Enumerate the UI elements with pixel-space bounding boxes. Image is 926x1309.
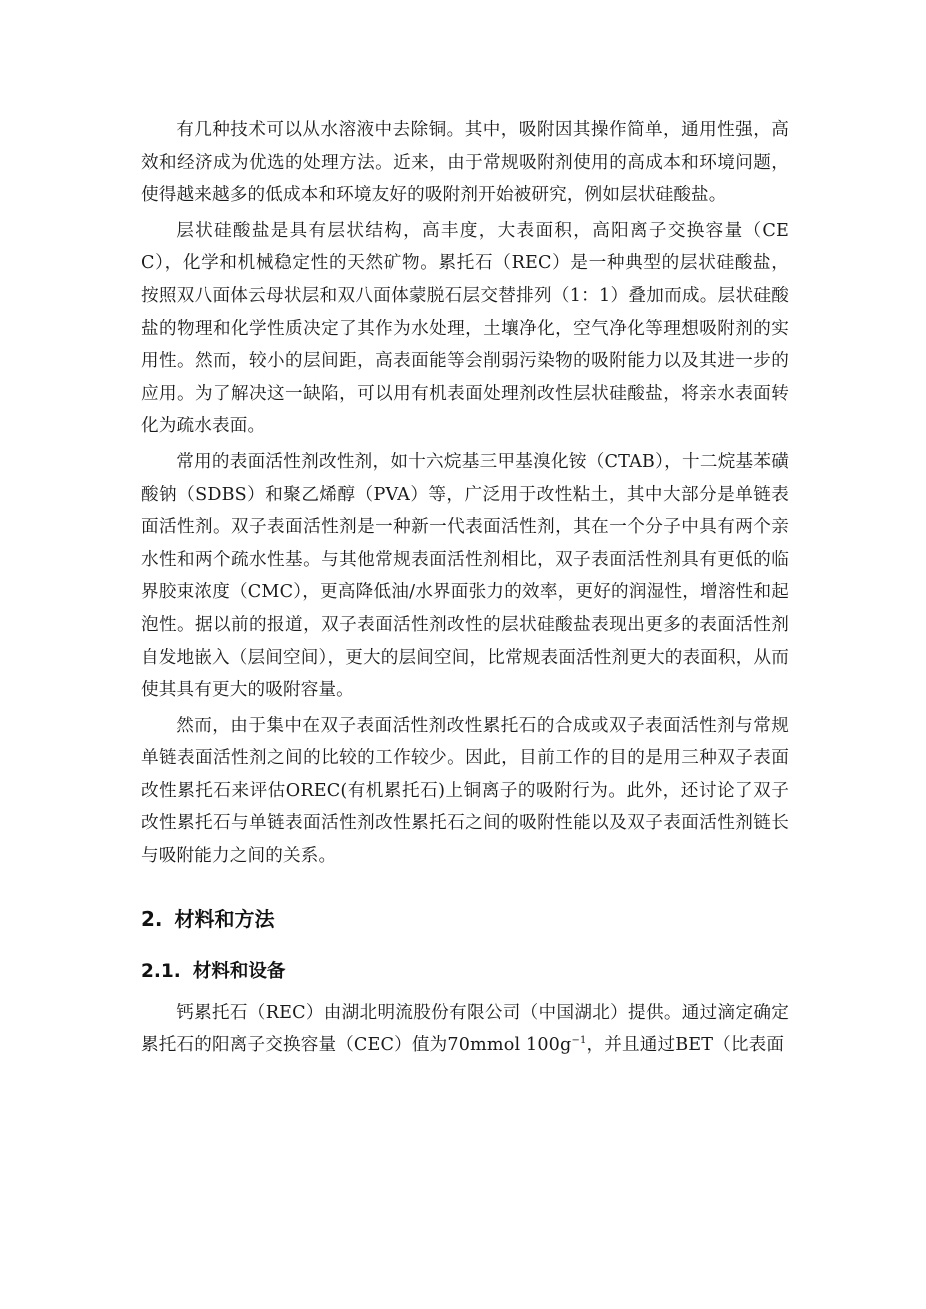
body-paragraph: 常用的表面活性剂改性剂，如十六烷基三甲基溴化铵（CTAB），十二烷基苯磺酸钠（SDBS）和聚乙烯醇（PVA）等，广泛用于改性粘土，其中大部分是单链表面活性剂。双子表面活性剂是一种新一代表面活性剂，其在一个分子中具有两个亲水性和两个疏水性基。与其他常规表面活性剂相比，双子表面活性剂具有更低的临界胶束浓度（CMC），更高降低油/水界面张力的效率，更好的润湿性，增溶性和起泡性。据以前的报道，双子表面活性剂改性的层状硅酸盐表现出更多的表面活性剂自发地嵌入（层间空间），更大的层间空间，比常规表面活性剂更大的表面积，从而使其具有更大的吸附容量。 xyxy=(141,451,789,701)
body-paragraph-materials xyxy=(141,997,789,1062)
unit-superscript: −1 xyxy=(571,1035,587,1047)
section-number: 2. xyxy=(141,906,163,931)
section-title: 材料和方法 xyxy=(174,906,275,931)
body-paragraph: 层状硅酸盐是具有层状结构，高丰度，大表面积，高阳离子交换容量（CEC），化学和机械稳定性的天然矿物。累托石（REC）是一种典型的层状硅酸盐，按照双八面体云母状层和双八面体蒙脱石层交替排列（1：1）叠加而成。层状硅酸盐的物理和化学性质决定了其作为水处理，土壤净化，空气净化等理想吸附剂的实用性。然而，较小的层间距，高表面能等会削弱污染物的吸附能力以及其进一步的应用。为了解决这一缺陷，可以用有机表面处理剂改性层状硅酸盐，将亲水表面转化为疏水表面。 xyxy=(141,220,789,437)
document-page xyxy=(141,114,789,1065)
materials-text-start: 钙累托石（REC）由湖北明流股份有限公司（中国湖北）提供。通过滴定确定累托石的阳离子交换容量（CEC）值为70mmol 100g xyxy=(141,1002,789,1056)
body-paragraph: 有几种技术可以从水溶液中去除铜。其中，吸附因其操作简单，通用性强，高效和经济成为优选的处理方法。近来，由于常规吸附剂使用的高成本和环境问题，使得越来越多的低成本和环境友好的吸附剂开始被研究，例如层状硅酸盐。 xyxy=(141,120,789,206)
materials-text-end: ，并且通过BET（比表面 xyxy=(586,1035,785,1056)
section-heading xyxy=(141,905,789,933)
subsection-number: 2.1. xyxy=(141,960,181,982)
subsection-title: 材料和设备 xyxy=(192,960,286,982)
body-paragraph: 然而，由于集中在双子表面活性剂改性累托石的合成或双子表面活性剂与常规单链表面活性剂之间的比较的工作较少。因此，目前工作的目的是用三种双子表面改性累托石来评估OREC(有机累托石)上铜离子的吸附行为。此外，还讨论了双子改性累托石与单链表面活性剂改性累托石之间的吸附性能以及双子表面活性剂链长与吸附能力之间的关系。 xyxy=(141,715,789,867)
subsection-heading xyxy=(141,959,789,985)
